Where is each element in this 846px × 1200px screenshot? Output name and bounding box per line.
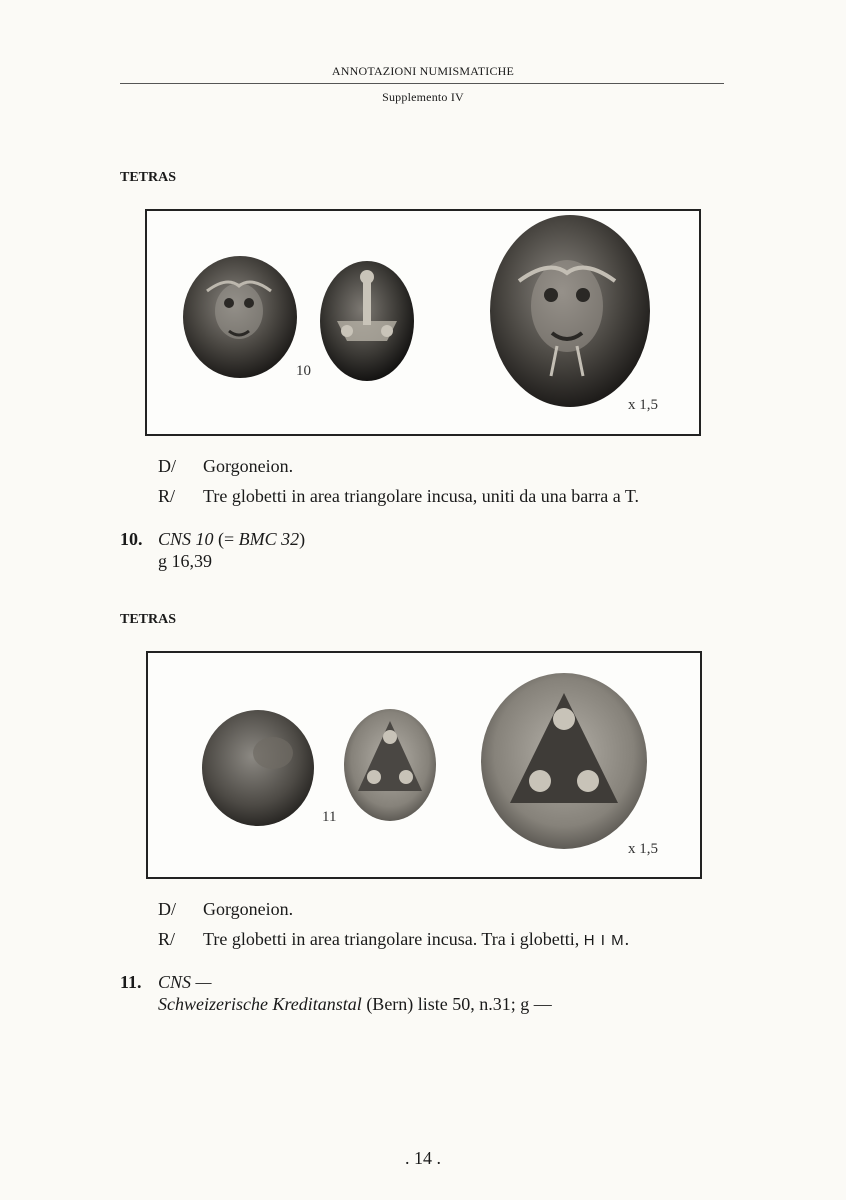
- entry-number: 10.: [120, 529, 143, 549]
- entry-reference: CNS 10: [158, 529, 214, 549]
- reverse-tag: R/: [158, 486, 176, 506]
- coin-11-reverse: [344, 709, 436, 821]
- coin-11-reverse-enlarged: [481, 673, 647, 849]
- running-head-title: ANNOTAZIONI NUMISMATICHE: [331, 64, 515, 78]
- catalog-entry-11: [120, 971, 552, 1015]
- scale-label: x 1,5: [628, 397, 658, 413]
- coin-number-label: 11: [322, 809, 337, 825]
- obverse-tag: D/: [158, 899, 176, 919]
- coin-photos-11: [148, 653, 700, 877]
- reverse-text-end: .: [624, 929, 630, 949]
- coin-photos-10: [147, 211, 699, 434]
- header-rule: [120, 83, 724, 84]
- coin-11-obverse: [202, 710, 314, 826]
- entry-reference-sep: (=: [213, 529, 239, 549]
- catalog-entry-10: [120, 528, 305, 572]
- entry-weight: g 16,39: [158, 551, 212, 571]
- running-head-subtitle: Supplemento IV: [382, 90, 464, 104]
- entry-reference-bmc: BMC 32: [238, 529, 300, 549]
- obverse-text: Gorgoneion.: [203, 899, 294, 919]
- entry-number: 11.: [120, 972, 142, 992]
- entry-source: [120, 993, 552, 1015]
- scale-label: x 1,5: [628, 841, 658, 857]
- coin-10-reverse: [320, 261, 414, 381]
- reverse-text: Tre globetti in area triangolare incusa. Tra i globetti,: [203, 929, 584, 949]
- entry-reference: CNS —: [158, 972, 212, 992]
- coin-10-obverse: [183, 256, 297, 378]
- reverse-description: [158, 486, 639, 507]
- obverse-text: Gorgoneion.: [203, 456, 294, 476]
- reverse-text: Tre globetti in area triangolare incusa, uniti da una barra a T.: [203, 486, 640, 506]
- page-number: . 14 .: [405, 1148, 441, 1168]
- coin-plate-10: [145, 209, 701, 436]
- obverse-description: [158, 899, 293, 920]
- reverse-description: [158, 929, 629, 950]
- reverse-tag: R/: [158, 929, 176, 949]
- section-heading-tetras-1: TETRAS: [120, 170, 177, 185]
- entry-source-name: Schweizerische Kreditanstal: [158, 994, 362, 1014]
- coin-plate-11: [146, 651, 702, 879]
- section-heading-tetras-2: TETRAS: [120, 612, 177, 627]
- coin-10-obverse-enlarged: [490, 215, 650, 407]
- entry-source-details: (Bern) liste 50, n.31; g —: [361, 994, 552, 1014]
- reverse-inscription: H I M: [583, 932, 625, 949]
- entry-reference-end: ): [299, 529, 306, 549]
- obverse-description: [158, 456, 293, 477]
- obverse-tag: D/: [158, 456, 176, 476]
- coin-number-label: 10: [296, 363, 311, 379]
